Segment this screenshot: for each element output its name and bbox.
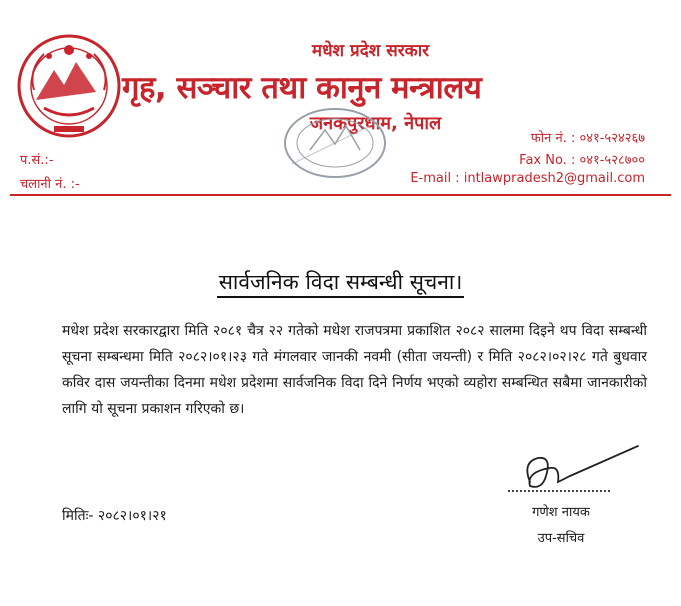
letterhead-divider (10, 194, 671, 196)
office-stamp-icon (280, 104, 390, 182)
signer-title: उप-सचिव (537, 531, 585, 546)
signature-icon (500, 442, 650, 504)
phone-number: फोन नं. : ०४१-५२४२६७ (530, 131, 645, 146)
office-location: जनकपुरधाम, नेपाल (309, 113, 442, 134)
ministry-name: गृह, सञ्चार तथा कानुन मन्त्रालय (122, 70, 482, 106)
email-address: E-mail : intlawpradesh2@gmail.com (410, 171, 645, 186)
signature-line (508, 490, 610, 492)
signer-name: गणेश नायक (532, 505, 590, 520)
notice-date: मितिः- २०८२।०१।२१ (62, 508, 167, 524)
fax-number: Fax No. : ०४१-५२८७०० (519, 153, 645, 168)
reference-number-label: प.सं.:- (20, 153, 54, 168)
notice-title-text: सार्वजनिक विदा सम्बन्धी सूचना। (217, 270, 465, 298)
notice-title (0, 268, 681, 296)
dispatch-number-label: चलानी नं. :- (20, 177, 80, 192)
government-name: मधेश प्रदेश सरकार (311, 41, 430, 61)
notice-body: मधेश प्रदेश सरकारद्वारा मिति २०८१ चैत्र २२ गतेको मधेश राजपत्रमा प्रकाशित २०८२ सालमा दिइने थप विदा सम्बन्धी सूचना सम्बन्धमा मिति २०८२।०१।२३ गते मंगलवार जानकी नवमी (सीता जयन्ती) र मिति २०८२।०२।२८ गते बुधवार कविर दास जयन्तीका दिनमा मधेश प्रदेशमा सार्वजनिक विदा दिने निर्णय भएको व्यहोरा सम्बन्धित सबैमा जानकारीको लागि यो सूचना प्रकाशन गरिएको छ। (62, 323, 647, 417)
